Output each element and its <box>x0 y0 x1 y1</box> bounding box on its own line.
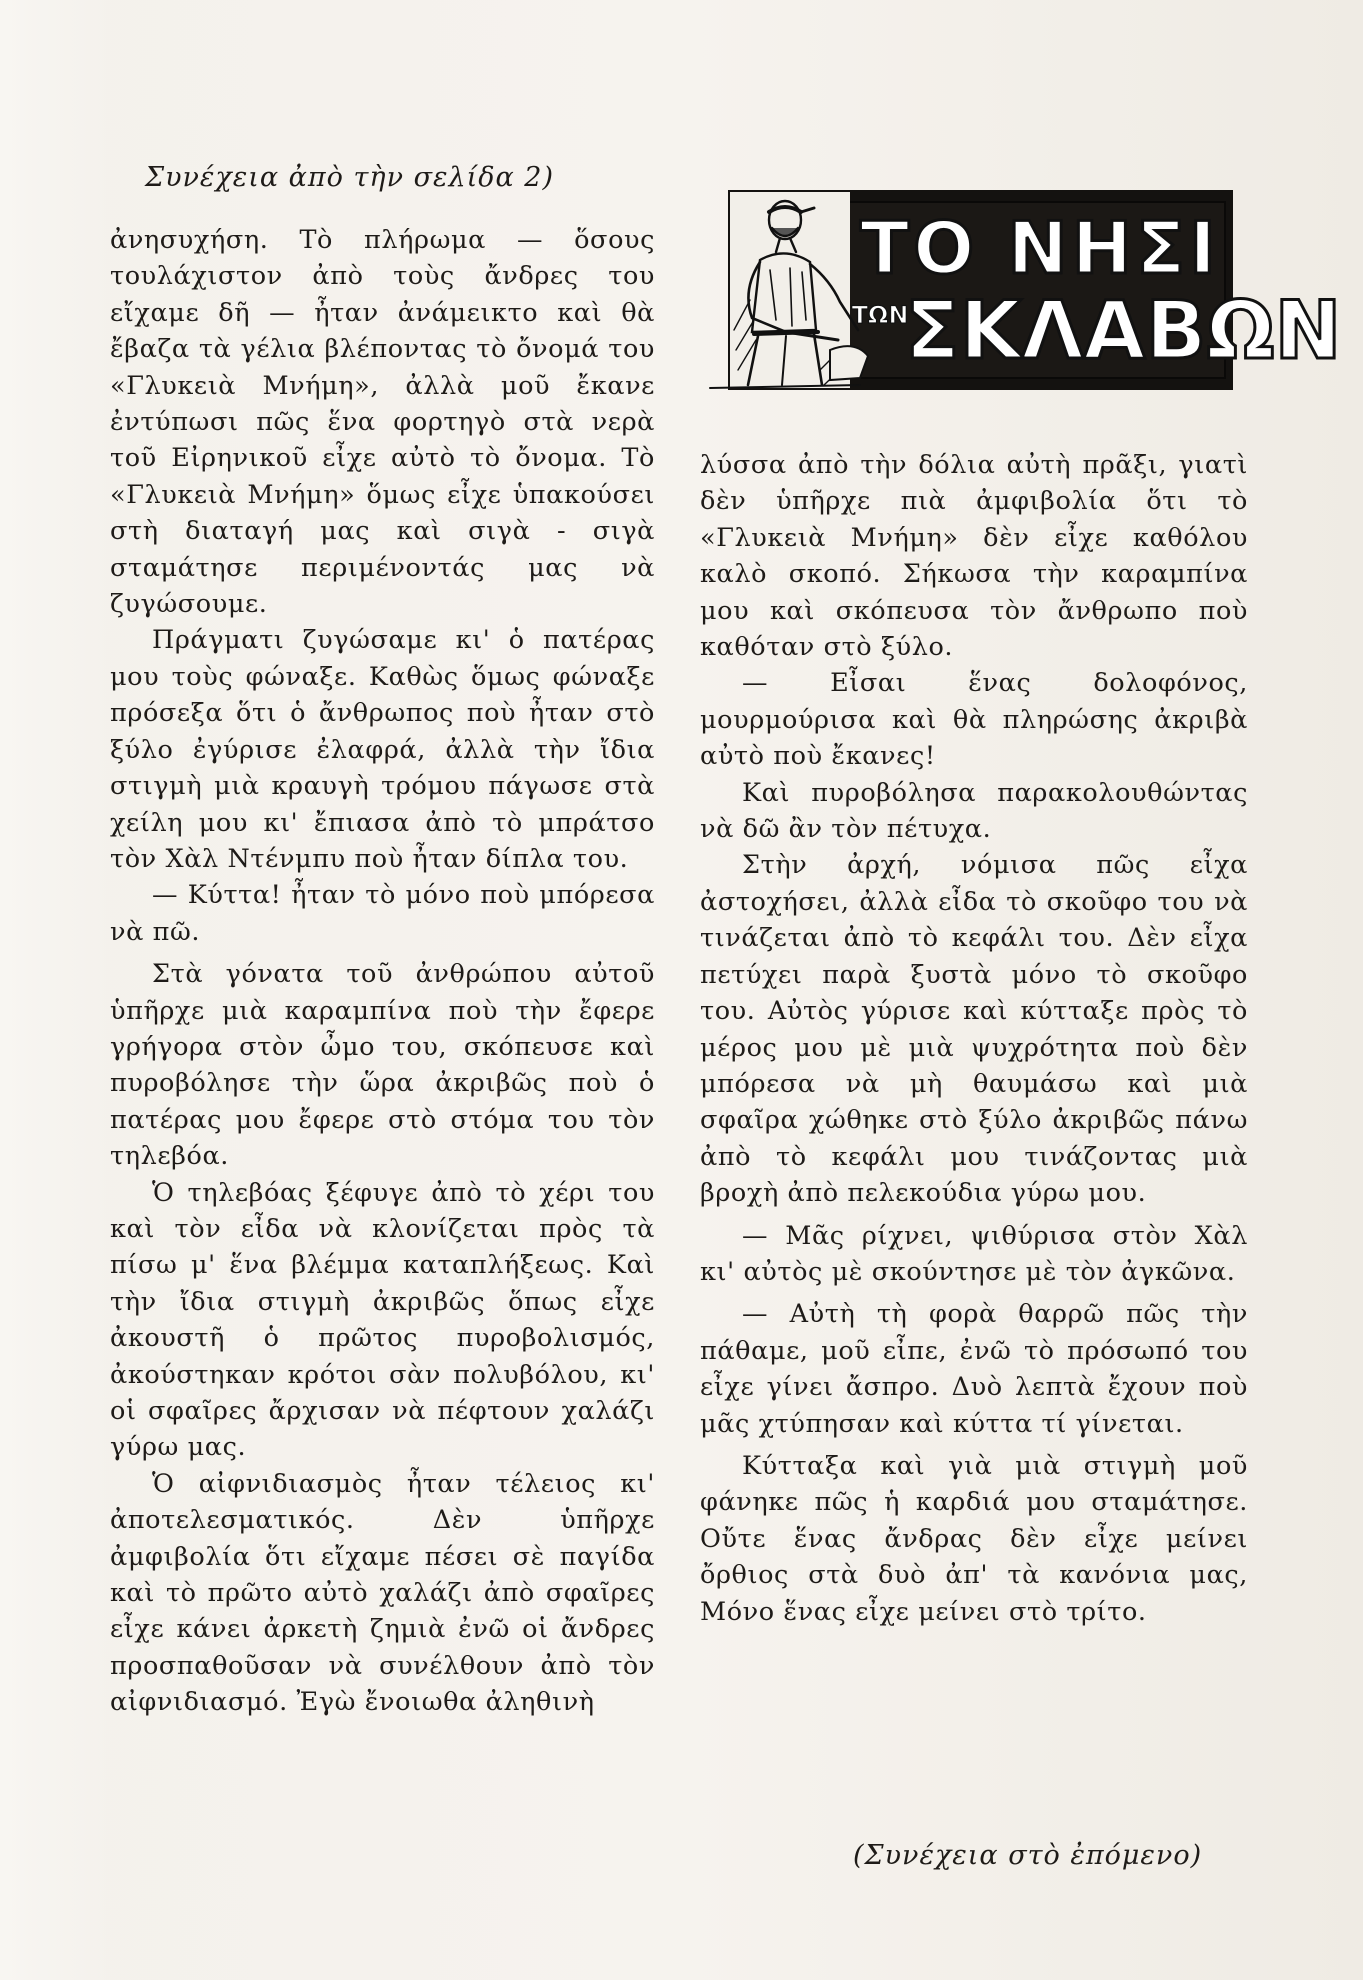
paragraph: λύσσα ἀπὸ τὴν δόλια αὐτὴ πρᾶξι, γιατὶ δὲν ὑπῆρχε πιὰ ἀμφιβολία ὅτι τὸ «Γλυκειὰ Μνήμη» δὲν εἶχε καθόλου καλὸ σκοπό. Σήκωσα τὴν καραμπίνα μου καὶ σκόπευσα τὸν ἄνθρωπο ποὺ καθόταν στὸ ξύλο. <box>700 450 1248 663</box>
continued-from-note: Συνέχεια ἀπὸ τὴν σελίδα 2) <box>145 162 554 193</box>
paragraph: ἀνησυχήση. Τὸ πλήρωμα — ὅσους τουλάχιστον ἀπὸ τοὺς ἄνδρες του εἴχαμε δῆ — ἦταν ἀνάμεικτο καὶ θὰ ἔβαζα τὰ γέλια βλέποντας τὸ ὄνομά του «Γλυκειὰ Μνήμη», ἀλλὰ μοῦ ἔκανε ἐντύπωσι πῶς ἕνα φορτηγὸ στὰ νερὰ τοῦ Εἰρηνικοῦ εἶχε αὐτὸ τὸ ὄνομα. Τὸ «Γλυκειὰ Μνήμη» ὅμως εἶχε ὑπακούσει στὴ διαταγή μας καὶ σιγὰ - σιγὰ σταμάτησε περιμένοντάς μας νὰ ζυγώσουμε. <box>110 225 655 620</box>
story-title-banner <box>690 180 1342 395</box>
paragraph: — Εἶσαι ἕνας δολοφόνος, μουρμούρισα καὶ θὰ πληρώσης ἀκριβὰ αὐτὸ ποὺ ἔκανες! <box>700 668 1248 772</box>
paragraph: Ὁ τηλεβόας ξέφυγε ἀπὸ τὸ χέρι του καὶ τὸν εἶδα νὰ κλονίζεται πρὸς τὰ πίσω μ' ἕνα βλέμμα καταπλήξεως. Καὶ τὴν ἴδια στιγμὴ ἀκριβῶς ὅπως εἶχε ἀκουστῆ ὁ πρῶτος πυροβολισμός, ἀκούστηκαν κρότοι σὰν πολυβόλου, κι' οἱ σφαῖρες ἄρχισαν νὰ πέφτουν χαλάζι γύρω μας. <box>110 1177 655 1463</box>
title-line-1: ΤΟ ΝΗΣΙ <box>860 206 1220 290</box>
paragraph: Κύτταξα καὶ γιὰ μιὰ στιγμὴ μοῦ φάνηκε πῶς ἡ καρδιά μου σταμάτησε. Οὔτε ἕνας ἄνδρας δὲν εἶχε μείνει ὄρθιος στὰ δυὸ ἀπ' τὰ κανόνια μας, Μόνο ἕνας εἶχε μείνει στὸ τρίτο. <box>700 1450 1248 1627</box>
page-edge-shadow <box>0 0 110 1980</box>
paragraph: Στὴν ἀρχή, νόμισα πῶς εἶχα ἀστοχήσει, ἀλλὰ εἶδα τὸ σκοῦφο του νὰ τινάζεται ἀπὸ τὸ κεφάλι του. Δὲν εἶχα πετύχει παρὰ ξυστὰ μόνο τὸ σκοῦφο του. Αὐτὸς γύρισε καὶ κύτταξε πρὸς τὸ μέρος μου μὲ μιὰ ψυχρότητα ποὺ δὲν μπόρεσα νὰ μὴ θαυμάσω καὶ μιὰ σφαῖρα χώθηκε στὸ ξύλο ἀκριβῶς πάνω ἀπὸ τὸ κεφάλι μου τινάζοντας μιὰ βροχὴ ἀπὸ πελεκούδια γύρω μου. <box>700 850 1248 1209</box>
title-article: ΤΩΝ <box>851 301 909 329</box>
paragraph: — Αὐτὴ τὴ φορὰ θαρρῶ πῶς τὴν πάθαμε, μοῦ εἶπε, ἐνῶ τὸ πρόσωπό του εἶχε γίνει ἄσπρο. Δυὸ λεπτὰ ἔχουν ποὺ μᾶς χτύπησαν καὶ κύττα τί γίνεται. <box>700 1299 1248 1439</box>
paragraph: Ὁ αἰφνιδιασμὸς ἦταν τέλειος κι' ἀποτελεσματικός. Δὲν ὑπῆρχε ἀμφιβολία ὅτι εἴχαμε πέσει σὲ παγίδα καὶ τὸ πρῶτο αὐτὸ χαλάζι ἀπὸ σφαῖρες εἶχε κάνει ἀρκετὴ ζημιὰ ἐνῶ οἱ ἄνδρες προσπαθοῦσαν νὰ συνέλθουν ἀπὸ τὸν αἰφνιδιασμό. Ἐγὼ ἔνοιωθα ἀληθινὴ <box>110 1468 655 1718</box>
continued-next-note: (Συνέχεια στὸ ἐπόμενο) <box>853 1840 1203 1871</box>
paragraph: — Μᾶς ρίχνει, ψιθύρισα στὸν Χὰλ κι' αὐτὸς μὲ σκούντησε μὲ τὸν ἀγκῶνα. <box>700 1220 1248 1287</box>
paragraph: Στὰ γόνατα τοῦ ἀνθρώπου αὐτοῦ ὑπῆρχε μιὰ καραμπίνα ποὺ τὴν ἔφερε γρήγορα στὸν ὦμο του, σκόπευσε καὶ πυροβόλησε τὴν ὥρα ἀκριβῶς ποὺ ὁ πατέρας μου ἔφερε στὸ στόμα του τὸν τηλεβόα. <box>110 959 655 1172</box>
left-text-column <box>110 222 655 1721</box>
paragraph: Πράγματι ζυγώσαμε κι' ὁ πατέρας μου τοὺς φώναξε. Καθὼς ὅμως φώναξε πρόσεξα ὅτι ὁ ἄνθρωπος ποὺ ἦταν στὸ ξύλο ἐγύρισε ἐλαφρά, ἀλλὰ τὴν ἴδια στιγμὴ μιὰ κραυγὴ τρόμου πάγωσε στὰ χείλη μου κι' ἔπιασα ἀπὸ τὸ μπράτσο τὸν Χὰλ Ντένμπυ ποὺ ἦταν δίπλα του. <box>110 625 655 874</box>
paragraph: Καὶ πυροβόλησα παρακολουθώντας νὰ δῶ ἂν τὸν πέτυχα. <box>700 777 1248 845</box>
title-line-2: ΣΚΛΑΒΩΝ <box>905 284 1342 377</box>
paragraph: — Κύττα! ἦταν τὸ μόνο ποὺ μπόρεσα νὰ πῶ. <box>110 880 655 947</box>
right-text-column <box>700 447 1248 1630</box>
